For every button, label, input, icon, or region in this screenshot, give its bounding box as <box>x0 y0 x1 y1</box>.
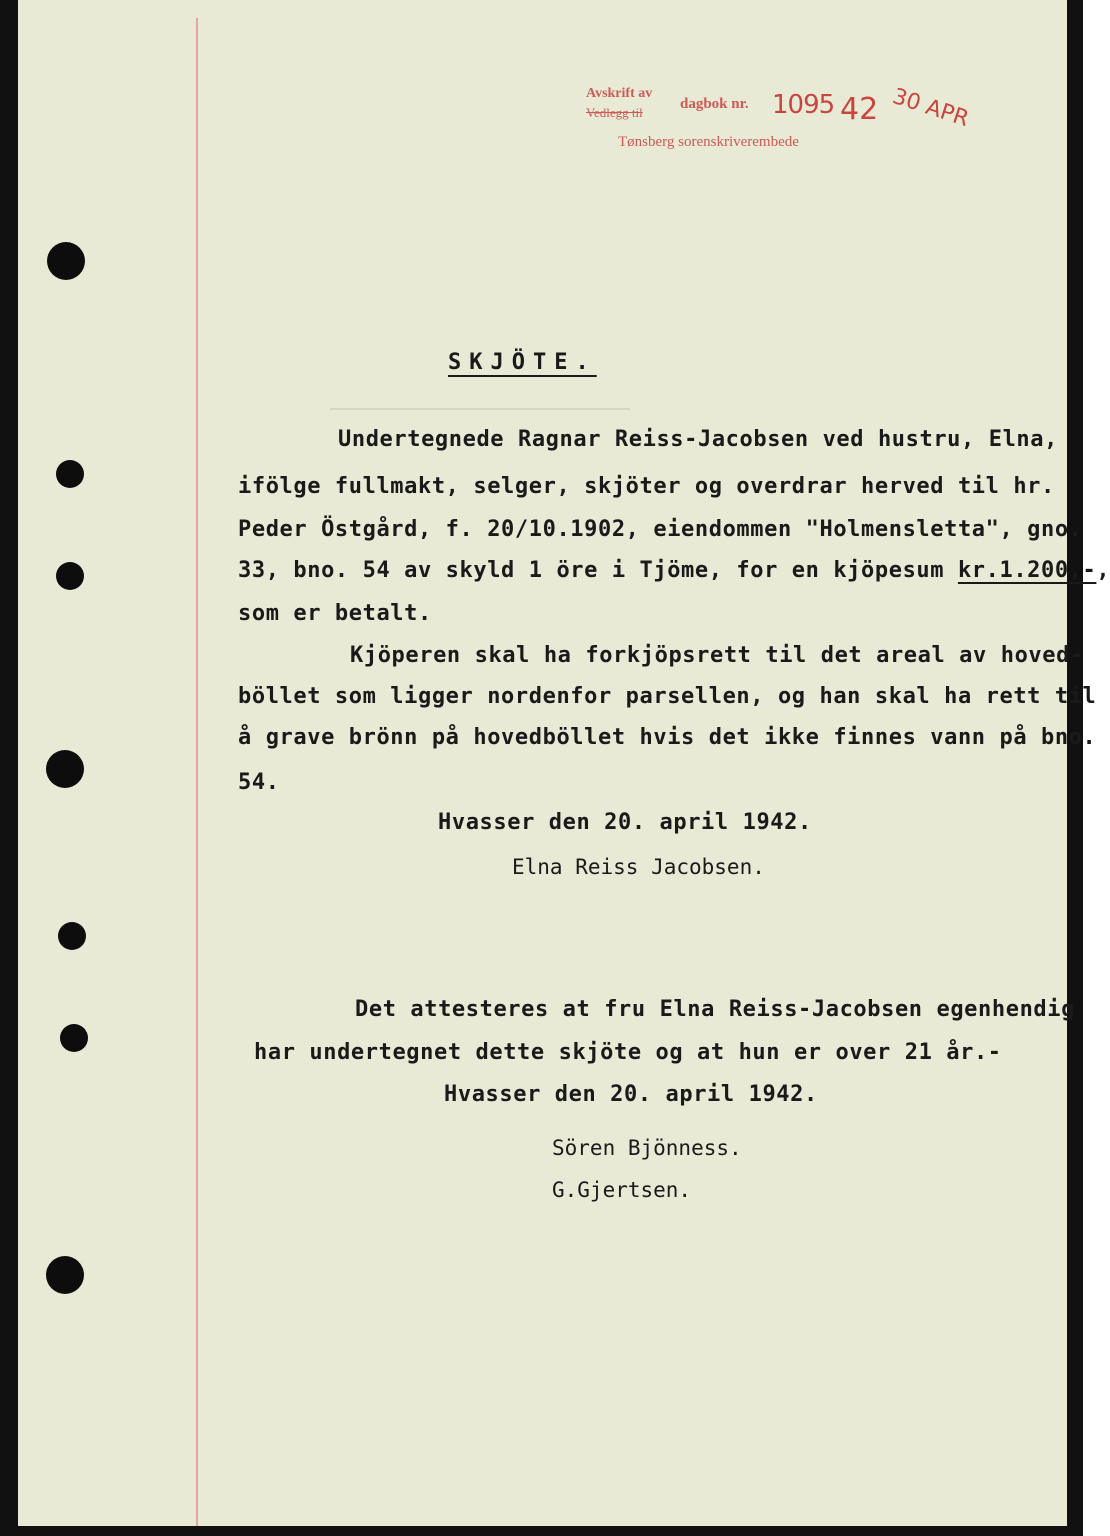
handwritten-year: 42 <box>840 92 879 127</box>
scan-edge-left <box>0 0 18 1536</box>
handwritten-number: 1095 <box>772 90 835 120</box>
scan-edge-right <box>1067 0 1083 1536</box>
paragraph-1-line-1: Undertegnede Ragnar Reiss-Jacobsen ved hustru, Elna, <box>338 427 1058 452</box>
attestation-line-1: Det attesteres at fru Elna Reiss-Jacobsen egenhendig <box>355 997 1075 1022</box>
signature-1: Elna Reiss Jacobsen. <box>512 855 765 879</box>
punch-hole <box>60 1024 88 1052</box>
paragraph-2-line-1: Kjöperen skal ha forkjöpsrett til det areal av hoved- <box>350 643 1084 668</box>
witness-2: G.Gjertsen. <box>552 1178 692 1202</box>
paragraph-1-line-4-text: 33, bno. 54 av skyld 1 öre i Tjöme, for en kjöpesum <box>238 558 958 583</box>
punch-hole <box>56 562 84 590</box>
punch-hole <box>58 922 86 950</box>
paragraph-1-line-5: som er betalt. <box>238 601 432 626</box>
stamp-line-2: Vedlegg til <box>586 105 643 120</box>
handwritten-date: 30 APR <box>889 84 972 133</box>
bleed-through-mark <box>330 395 630 414</box>
paragraph-2-line-3: å grave brönn på hovedböllet hvis det ikke finnes vann på bno. <box>238 725 1097 750</box>
punch-hole <box>56 460 84 488</box>
paragraph-1-line-4 <box>238 558 1110 583</box>
paragraph-2-line-4: 54. <box>238 770 280 795</box>
paragraph-2-line-2: böllet som ligger nordenfor parsellen, og han skal ha rett til <box>238 684 1097 709</box>
document-title: SKJÖTE. <box>448 350 597 375</box>
stamp-line-3: dagbok nr. <box>680 96 749 112</box>
punch-hole <box>46 1256 84 1294</box>
place-date-1: Hvasser den 20. april 1942. <box>438 810 812 835</box>
stamp-line-4: Tønsberg sorenskriverembede <box>618 134 799 150</box>
attestation-line-2: har undertegnet dette skjöte og at hun er over 21 år.- <box>254 1040 1002 1065</box>
purchase-sum-suffix: , <box>1096 558 1110 583</box>
punch-hole <box>47 242 85 280</box>
margin-line <box>196 18 198 1526</box>
punch-hole <box>46 750 84 788</box>
attestation-line-3: Hvasser den 20. april 1942. <box>444 1082 818 1107</box>
scan-edge-bottom <box>0 1526 1083 1536</box>
purchase-sum: kr.1.200,- <box>957 558 1097 583</box>
paragraph-1-line-2: ifölge fullmakt, selger, skjöter og overdrar herved til hr. <box>238 474 1055 499</box>
witness-1: Sören Bjönness. <box>552 1136 742 1160</box>
paragraph-1-line-3: Peder Östgård, f. 20/10.1902, eiendommen "Holmensletta", gno. <box>238 517 1083 542</box>
stamp-line-1: Avskrift av <box>586 86 653 101</box>
